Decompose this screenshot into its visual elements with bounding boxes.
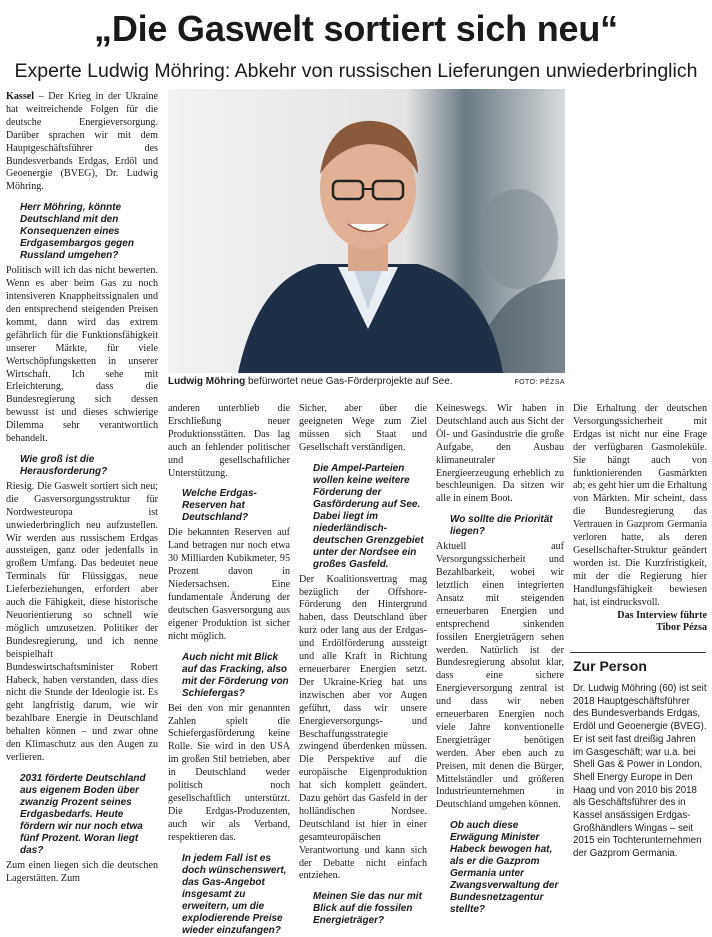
question: Welche Erdgas-Reserven hat Deutschland? bbox=[182, 488, 257, 524]
portrait-image bbox=[168, 89, 565, 373]
answer: Aktuell auf Versorgungssicherheit und Bezahlbarkeit, wobei wir letztlich einen integrierten Ansatz mit steigenden erneuerbaren Energien und entsprechend sinkenden fossilen Energieträgern sehen werden. Natürlich ist der Bundesregierung absolut klar, dass eine sichere Energieversorgung zentral ist und dass wir neben erneuerbaren Energien noch viele Jahre konventionelle Energieträger benötigen werden. Aber eben auch zu Preisen, mit denen die Bürger, Mittelständler und größeren Industrieunternehmen in Deutschland umgehen können. bbox=[436, 541, 564, 811]
article-column-3 bbox=[299, 403, 427, 927]
answer: Bei den von mir genannten Zahlen spielt die Schiefergasförderung keine Rolle. Sie wird in den USA im großen Stil betrieben, aber in Deutschland weder politisch noch gesellschaftlich unterstützt. Die Erdgas-Produzenten, auch wir als Verband, respektieren das. bbox=[168, 702, 290, 843]
article-column-2 bbox=[168, 403, 290, 936]
subheadline: Experte Ludwig Möhring: Abkehr von russischen Lieferungen unwiederbringlich bbox=[14, 60, 698, 82]
signature-name: Tibor Pézsa bbox=[656, 622, 707, 634]
portrait-photo bbox=[168, 89, 565, 373]
answer: Die Erhaltung der deutschen Versorgungssicherheit mit Erdgas ist nicht nur eine Frage der verfügbaren Gasmoleküle. Sie hängt auch von funktionierenden Gasmärkten ab; es geht hier um die Erhaltung von Märkten. Mir scheint, dass die Bundesregierung das Vertrauen in Gazprom Germania verloren hatte, als deren Gesellschafter-Struktur geändert worden ist. Die Kurzfristigkeit, mit der die Regierung hier Handlungsfähigkeit bewiesen hat, ist eindrucksvoll. bbox=[573, 403, 707, 608]
dateline: Kassel bbox=[6, 91, 35, 102]
question: Wo sollte die Priorität liegen? bbox=[450, 514, 553, 538]
article-column-4 bbox=[436, 403, 564, 916]
intro-text: – Der Krieg in der Ukraine hat weitreichende Folgen für die deutsche Energieversorgung. Darüber sprachen wir mit dem Hauptgeschäftsführer des Bundesverbands Erdgas, Erdöl und Geoenergie (BVEG), Dr. Ludwig Möhring. bbox=[6, 91, 158, 193]
answer: anderen unterblieb die Erschließung neuer Produktionsstätten. Das lag auch an fehlender politischer und gesellschaftlicher Unterstützung. bbox=[168, 403, 290, 479]
answer: Keineswegs. Wir haben in Deutschland auch aus Sicht der Öl- und Gasindustrie die große Aufgabe, den Ausbau klimaneutraler Energieerzeugung erheblich zu beschleunigen. Da sitzen wir alle in einem Boot. bbox=[436, 403, 564, 505]
answer: Die bekannten Reserven auf Land betragen nur noch etwa 30 Milliarden Kubikmeter, 95 Prozent davon in Niedersachsen. Eine fundamentale Änderung der deutschen Gasversorgung aus eigener Produktion ist sicher nicht möglich. bbox=[168, 527, 290, 642]
question: Ob auch diese Erwägung Minister Habeck bewogen hat, als er die Gazprom Germania unter Zwangsverwaltung der Bundesnetzagentur stellte? bbox=[450, 820, 559, 916]
question: Die Ampel-Parteien wollen keine weitere Förderung der Gasförderung auf See. Dabei liegt im niederländisch-deutschen Grenzgebiet unter der Nordsee ein großes Gasfeld. bbox=[313, 462, 424, 570]
article-column-5 bbox=[573, 403, 707, 648]
answer: Politisch will ich das nicht bewerten. Wenn es aber beim Gas zu noch intensiveren Knappheitssignalen und den entsprechend steigenden Preisen kommt, dann wird das extrem gefährlich für die Funktionsfähigkeit unserer Märkte, für viele Wertschöpfungsketten in unserer Wirtschaft. Ich sehe mit Erleichterung, dass die Bundesregierung sich dessen bewusst ist und dieses schwierige Dilemma sehr verantwortlich behandelt. bbox=[6, 265, 158, 445]
question: Wie groß ist die Herausforderung? bbox=[20, 453, 108, 477]
question: 2031 förderte Deutschland aus eigenem Boden über zwanzig Prozent seines Erdgasbedarfs. Heute fördern wir nur noch etwa fünf Prozent. Woran liegt das? bbox=[20, 772, 146, 856]
headline: „Die Gaswelt sortiert sich neu“ bbox=[94, 8, 618, 49]
zur-person-divider bbox=[570, 652, 706, 653]
zur-person-body: Dr. Ludwig Möhring (60) ist seit 2018 Hauptgeschäftsführer des Bundesverbands Erdgas, Erdöl und Geoenergie (BVEG). Er ist seit fast dreißig Jahren im Gasgeschäft; war u.a. bei Shell Gas & Power in London, Shell Energy Europe in Den Haag und von 2010 bis 2018 als Geschäftsführer des in Kassel ansässigen Erdgas-Großhändlers Wingas – seit 2015 ein Tochterunternehmen der Gazprom Germania. bbox=[573, 683, 707, 860]
photo-credit: FOTO: PÉZSA bbox=[514, 379, 565, 386]
question: Meinen Sie das nur mit Blick auf die fossilen Energieträger? bbox=[313, 891, 422, 927]
photo-caption bbox=[168, 376, 565, 388]
answer: Der Koalitionsvertrag mag bezüglich der Offshore-Förderung den Hintergrund haben, dass Deutschland über kurz oder lang aus der Erdgas- und Erdölförderung aussteigt und alle Kraft in Richtung erneuerbarer Energien setzt. Der Ukraine-Krieg hat uns inzwischen aber vor Augen geführt, dass wir unsere Energieversorgungs- und Beschaffungsstrategie zwingend überdenken müssen. Die Perspektive auf die europäische Eigenproduktion hat sich komplett geändert. Dazu gehört das Gasfeld in der holländischen Nordsee. Deutschland ist hier in einer gesamteuropäischen Verantwortung und kann sich der Debatte nicht einfach entziehen. bbox=[299, 573, 427, 882]
answer: Zum einen liegen sich die deutschen Lagerstätten. Zum bbox=[6, 859, 158, 884]
caption-name: Ludwig Möhring bbox=[168, 376, 246, 387]
question: Herr Möhring, könnte Deutschland mit den Konsequenzen eines Erdgasembargos gegen Russland umgehen? bbox=[20, 202, 134, 262]
article-column-1 bbox=[6, 91, 158, 884]
question: In jedem Fall ist es doch wünschenswert, das Gas-Angebot insgesamt zu erweitern, um die explodierende Preise wieder einzufangen? bbox=[182, 852, 287, 936]
caption-text: befürwortet neue Gas-Förderprojekte auf See. bbox=[245, 376, 453, 387]
answer: Riesig. Die Gaswelt sortiert sich neu; die Gasversorgungsstruktur für Nordwesteuropa ist unwiederbringlich neu aufzustellen. Wir werden aus russischem Erdgas aussteigen, ganz oder jedenfalls in großem Umfang. Das bedeutet neue Terminals für Flüssiggas, neue Lieferbeziehungen, erfordert aber auch die Fähigkeit, diese historische Neuorientierung so schnell wie möglich umzusetzen. Politiker der Bundesregierung, und ich nenne beispielhaft Bundeswirtschaftsminister Robert Habeck, haben verstanden, dass dies nicht die Stunde der Ideologie ist. Es geht langfristig darum, wie wir bezahlbare Energie in Deutschland behalten können – und zwar ohne den Klimaschutz aus den Augen zu verlieren. bbox=[6, 480, 158, 763]
signature-line: Das Interview führte bbox=[617, 609, 707, 621]
question: Auch nicht mit Blick auf das Fracking, also mit der Förderung von Schiefergas? bbox=[182, 651, 289, 699]
zur-person-title: Zur Person bbox=[573, 658, 647, 674]
answer: Sicher, aber über die geeigneten Wege zum Ziel müssen sich Staat und Gesellschaft verständigen. bbox=[299, 403, 427, 453]
